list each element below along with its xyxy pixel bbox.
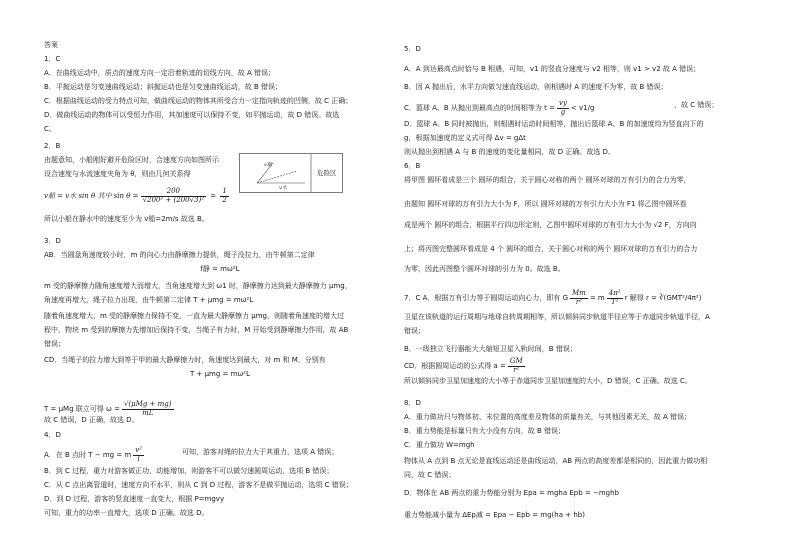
q4-end: 可知，重力的功率一直增大，选项 D 正确。故选 D。: [44, 509, 209, 517]
t-frac-den: g: [560, 107, 566, 116]
v2-label: v水: [279, 185, 287, 191]
t-tail: < v1/g: [570, 104, 595, 113]
q1-end: C。: [44, 125, 56, 133]
q4-b: B．到 C 过程，重力对游客做正功，动能增加，则游客不可以做匀速圆周运动，选项 B 错误；: [44, 467, 334, 475]
q8-d: D．物体在 AB 两点的重力势能分别为 Epa = mgha Epb = −mghb: [404, 489, 619, 497]
q5-a: A．A 到达最高点时恰与 B 相遇，可知，v1 的竖直分速度与 v2 相等，则 v1 > v2 故 A 错误；: [404, 65, 701, 73]
q4-no: 4．D: [44, 431, 61, 439]
q6-l1: 将甲图 圆环看成是三个 圆环的组合，关于圆心对称的两个 圆环对球的万有引力的合力为零，: [404, 176, 691, 184]
q6-l4: 上；将丙图完整圆环看成是 4 个 圆环的组合，关于圆心对称的两个 圆环对球的万有引力的合力: [404, 245, 698, 253]
q4-c: C．从 C 点出离管道时，速度方向不水平，则从 C 到 D 过程，游客不是做平抛运动，选项 C 错误；: [44, 481, 353, 489]
q8-dp: 重力势能减小量为 ΔEp减 = Epa − Epb = mg(ha + hb): [404, 511, 585, 519]
q3-no: 3．D: [44, 237, 61, 245]
v2-over-l-frac-den: l: [137, 454, 140, 463]
period-frac: [607, 290, 623, 306]
q7-l2: 错误；: [404, 327, 425, 335]
q6-no: 6．B: [404, 162, 421, 170]
q8-c3: 同，故 C 错误；: [404, 471, 456, 479]
period-frac-num: 4π²: [608, 289, 621, 297]
half-frac-den: 2: [222, 195, 227, 204]
period-frac-den: T²: [610, 297, 619, 306]
radius-solution: r 解得 r = ∛(GMT²/4π²): [624, 294, 702, 303]
danger-zone-label: 危险区: [317, 169, 337, 177]
q6-l3: 成是两个 圆环的组合，根据平行四边形定则，乙图中圆环对球的万有引力大小为 √2 F，方向向: [404, 221, 697, 229]
resultant-velocity: [257, 171, 297, 183]
q7-b: B．一级独立飞行器能大大缩短卫星入轨时间，B 错误；: [404, 345, 577, 353]
q2-no: 2．B: [44, 142, 61, 150]
accel-frac-den: r²: [513, 365, 520, 374]
q4-d: D．到 D 过程，游客的竖直速度一直变大，根据 P=mgvy: [44, 495, 225, 503]
gravity-frac-num: Mm: [572, 289, 586, 297]
omega-prefix: T = μMg 联立可得 ω =: [44, 405, 120, 414]
q8-b: B．重力势能是标量只有大小没有方向，故 B 错误；: [404, 427, 566, 435]
q1-a: A．在曲线运动中，质点的速度方向一定沿着轨迹的切线方向，故 A 错误；: [44, 69, 276, 77]
q4-a2: 可知，游客对绳的拉力大于其重力，选项 A 错误；: [182, 448, 339, 456]
q4-a: [44, 447, 146, 463]
accel-frac-num: GM: [509, 357, 523, 365]
q2-l2: 设合速度与水流速度夹角为 θ，则由几何关系得: [44, 170, 191, 178]
q2-l1: 由题意知，小船刚好避开危险区时，合速度方向如图所示: [44, 156, 219, 164]
omega-frac-den: mL: [142, 408, 154, 417]
q3-cd: CD．当绳子的拉力增大到等于甲的最大静摩擦力时，角速度达到最大，对 m 和 M，分别有: [44, 356, 326, 364]
sin-theta-frac: [141, 188, 207, 204]
sin-theta-frac-den: √200² + (200√3)²: [142, 195, 205, 204]
q7-no: [404, 290, 701, 306]
accel-prefix: CD．根据圆周运动的公式得 a =: [404, 362, 506, 371]
q2-eq: v船 = v水 sin θ 其中 sin θ = $\frac{200}{\text{√200² + (200√3)²}}$ = $\frac{1}{2}$: [44, 187, 227, 204]
q6-l2: 由题知 圆环对球的万有引力大小为 F，所以 圆环对球的万有引力大小为 F1 将乙图中圆环看: [404, 200, 687, 208]
sin-theta-frac-num: 200: [141, 188, 207, 197]
q7-end: 所以倾斜同步卫星加速度的大小等于赤道同步卫星加速度的大小，D 错误，C 正确。故选 C。: [404, 377, 692, 385]
t-frac-num: vy: [559, 99, 567, 107]
q3-ab: AB．当圆盘角速度较小时，m 的向心力由静摩擦力提供，绳子没拉力，由牛顿第二定律: [44, 251, 315, 259]
q5-c-tail: ，故 C 错误；: [674, 101, 719, 109]
q8-c2: 物体从 A 点到 B 点无论是直线运动还是曲线运动，AB 两点的高度差都是相同的，因此重力做功相: [404, 457, 708, 465]
q6-end: 为零，因此丙图整个圆环对球的引力为 0。故选 B。: [404, 265, 565, 273]
q2-end: 所以小船在静水中的速度至少为 v船=2m/s 故选 B。: [44, 215, 209, 223]
q8-no: 8．D: [404, 399, 421, 407]
v2-over-l-frac: [133, 447, 144, 463]
equals-sign: =: [208, 192, 219, 201]
gravity-frac: [570, 290, 588, 306]
q3-e1: T + μmg = mω²L: [189, 370, 250, 378]
q1-c: C．根据曲线运动的受力特点可知，做曲线运动的物体其所受合力一定指向轨迹的凹侧，故 C 正确；: [44, 97, 353, 105]
q5-no: 5．D: [404, 45, 421, 53]
river-crossing-diagram: [239, 153, 343, 193]
q3-l6: 错误；: [44, 340, 65, 348]
answer-title: 答案: [44, 41, 58, 49]
q1-no: 1．C: [44, 55, 61, 63]
q3-l3: 角速度再增大，绳子拉力出现，由牛顿第二定律 T + μmg = mω²L: [44, 296, 254, 304]
q7-l1: 卫星在该轨道的运行周期与地球自转周期相等，所以倾斜同步轨道半径应等于赤道同步轨道半径，A: [404, 313, 710, 321]
q3-end: 故 C 错误，D 正确，故选 D。: [44, 416, 139, 424]
q7-cd: [404, 358, 527, 374]
q5-b: B．因 A 抛出后，水平方向做匀速直线运动，则相遇时 A 的速度不为零，故 B 错误；: [404, 83, 668, 91]
q1-b: B．平抛运动是匀变速曲线运动；斜抛运动也是匀变速曲线运动，故 B 错误；: [44, 83, 283, 91]
t-frac: [557, 100, 569, 116]
q5-c: [404, 100, 594, 116]
omega-frac-num: √(μMg + mg): [123, 400, 172, 408]
q5-end: 则从抛出到相遇 A 与 B 的速度的变化量相同，故 D 正确。故选 D。: [404, 148, 615, 156]
accel-frac: [508, 358, 525, 374]
q4-a-prefix: A．在 B 点时 T − mg = m: [44, 451, 132, 460]
gravity-frac-den: r²: [575, 297, 582, 306]
q8-c: C．重力做功 W=mgh: [404, 441, 475, 449]
eq-mid: = m: [589, 294, 605, 303]
q1-d: D．做曲线运动的物体可以受恒力作用，其加速度可以保持不变，如平抛运动，故 D 错误。故选: [44, 111, 340, 119]
half-frac: [220, 188, 228, 204]
half-frac-num: 1: [222, 187, 227, 195]
v1-label: v船: [264, 162, 272, 168]
q7-prefix: 7．C A．根据万有引力等于圆周运动向心力，即有 G: [404, 294, 569, 303]
q8-a: A．重力做功只与物体初、末位置的高度差及物体的质量有关，与其他因素无关，故 A 错误；: [404, 413, 692, 421]
q3-l2: m 受的静摩擦力随角速度增大而增大，当角速度增大到 ω1 时，静摩擦力达到最大静摩擦力 μmg，: [44, 282, 352, 290]
q3-l4: 随着角速度增大，m 受的静摩擦力保持不变，一直为最大静摩擦力 μmg，则随着角速度的增大过: [44, 312, 344, 320]
q5-d: D．篮球 A、B 同时被抛出，则相遇时运动时间相等，抛出后篮球 A、B 的加速度均为竖直向下的: [404, 120, 704, 128]
q5-c-prefix: C．篮球 A、B 从抛出到最高点的时间相等为 t =: [404, 104, 555, 113]
v2-over-l-frac-num: v²: [135, 446, 143, 454]
q5-d2: g，根据加速度的定义式可得 Δv = gΔt: [404, 134, 526, 142]
q3-f: f静 = mω²L: [200, 265, 240, 273]
q3-l5: 程中，物块 m 受到的摩擦力先增加后保持不变，当绳子有力时，M 开始受到静摩擦力作用，故 AB: [44, 326, 349, 334]
